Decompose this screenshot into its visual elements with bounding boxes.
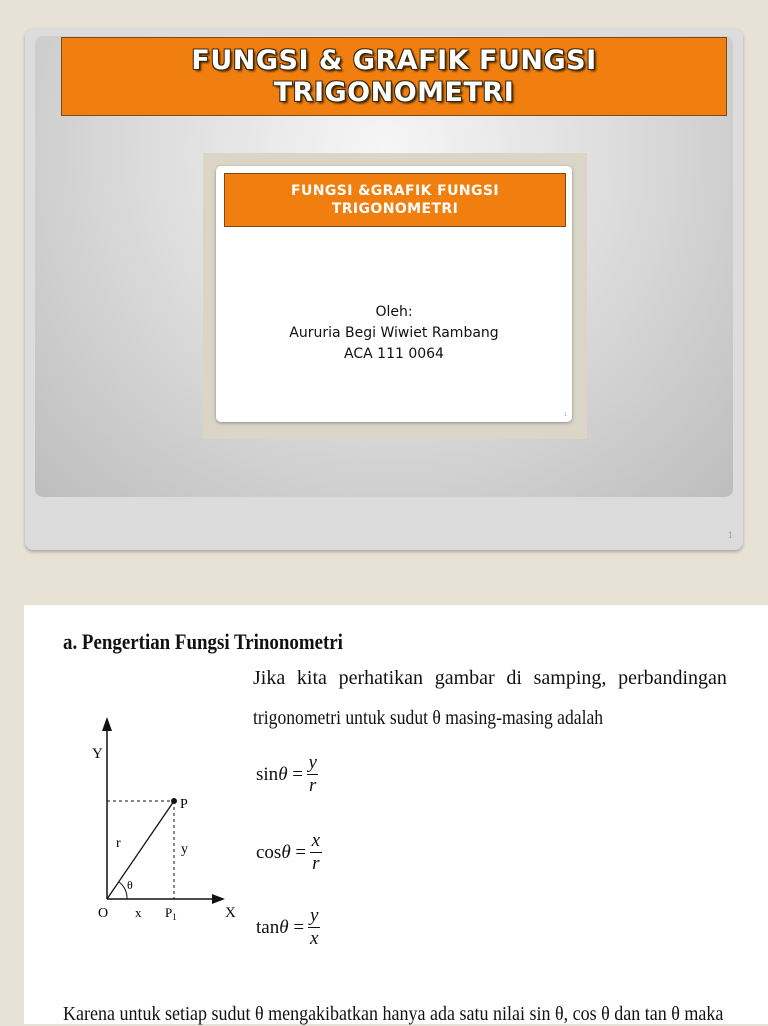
word: kita [296, 667, 327, 689]
equals-sign: = [295, 841, 307, 863]
section-heading: a. Pengertian Fungsi Trinonometri [63, 629, 343, 654]
word: gambar [434, 667, 495, 689]
foot-subscript: 1 [172, 912, 177, 922]
fn-name: sin [256, 763, 279, 785]
word: perbandingan [618, 667, 727, 689]
word: perhatikan [338, 667, 423, 689]
denominator: r [309, 775, 317, 796]
numerator: y [308, 752, 317, 773]
equals-sign: = [293, 916, 305, 938]
x-label: x [135, 905, 142, 920]
angle-arc [119, 882, 127, 899]
tan-formula [256, 905, 320, 950]
fraction [307, 752, 318, 797]
slide-title-line-1: FUNGSI & GRAFIK FUNGSI [191, 44, 597, 76]
fraction [308, 905, 320, 950]
cos-formula [256, 830, 322, 875]
trig-diagram [90, 717, 260, 932]
thumbnail-title-bar [224, 173, 566, 227]
thumbnail-author-block [216, 302, 572, 365]
author-name: Aururia Begi Wiwiet Rambang [289, 325, 499, 341]
fn-name: cos [256, 841, 282, 863]
fraction [310, 830, 321, 875]
author-id: ACA 111 0064 [344, 346, 444, 362]
y-axis-arrow [102, 717, 112, 731]
thumbnail-page-number: 1 [563, 412, 567, 418]
word: samping, [533, 667, 607, 689]
equals-sign: = [292, 763, 303, 785]
document-page [24, 605, 768, 1024]
x-axis-label: X [225, 905, 236, 921]
denominator: r [312, 853, 320, 874]
slide-number: 1 [727, 531, 733, 540]
title-slide [25, 28, 743, 550]
slide-thumbnail-frame [203, 153, 587, 439]
x-axis-arrow [212, 894, 225, 904]
y-axis-label: Y [92, 746, 103, 762]
foot-label [165, 905, 177, 922]
paragraph-line-2: trigonometri untuk sudut θ masing-masing adalah [253, 707, 604, 729]
author-label: Oleh: [375, 304, 413, 320]
word: di [506, 667, 522, 689]
numerator: y [310, 905, 319, 926]
fn-name: tan [256, 916, 280, 938]
paragraph-line-1 [253, 667, 727, 690]
slide-thumbnail [216, 166, 572, 422]
point-p [171, 798, 177, 804]
y-label: y [181, 842, 188, 857]
point-label: P [180, 797, 188, 812]
foot-letter: P [165, 905, 173, 920]
theta-symbol: θ [281, 841, 291, 863]
paragraph-bottom-line: Karena untuk setiap sudut θ mengakibatkan hanya ada satu nilai sin θ, cos θ dan tan θ maka [63, 1003, 724, 1025]
word: Jika [253, 667, 286, 689]
theta-symbol: θ [279, 916, 289, 938]
theta-label: θ [127, 878, 133, 892]
denominator: x [310, 928, 319, 949]
numerator: x [311, 830, 321, 851]
slide-title-line-2: TRIGONOMETRI [273, 76, 515, 108]
sin-formula [256, 752, 318, 797]
slide-title-bar [61, 37, 727, 116]
thumbnail-title-line-2: TRIGONOMETRI [331, 201, 459, 217]
thumbnail-title-line-1: FUNGSI &GRAFIK FUNGSI [291, 183, 499, 199]
theta-symbol: θ [278, 763, 288, 785]
origin-label: O [98, 906, 109, 921]
r-label: r [116, 836, 121, 851]
slide-background [35, 36, 733, 497]
